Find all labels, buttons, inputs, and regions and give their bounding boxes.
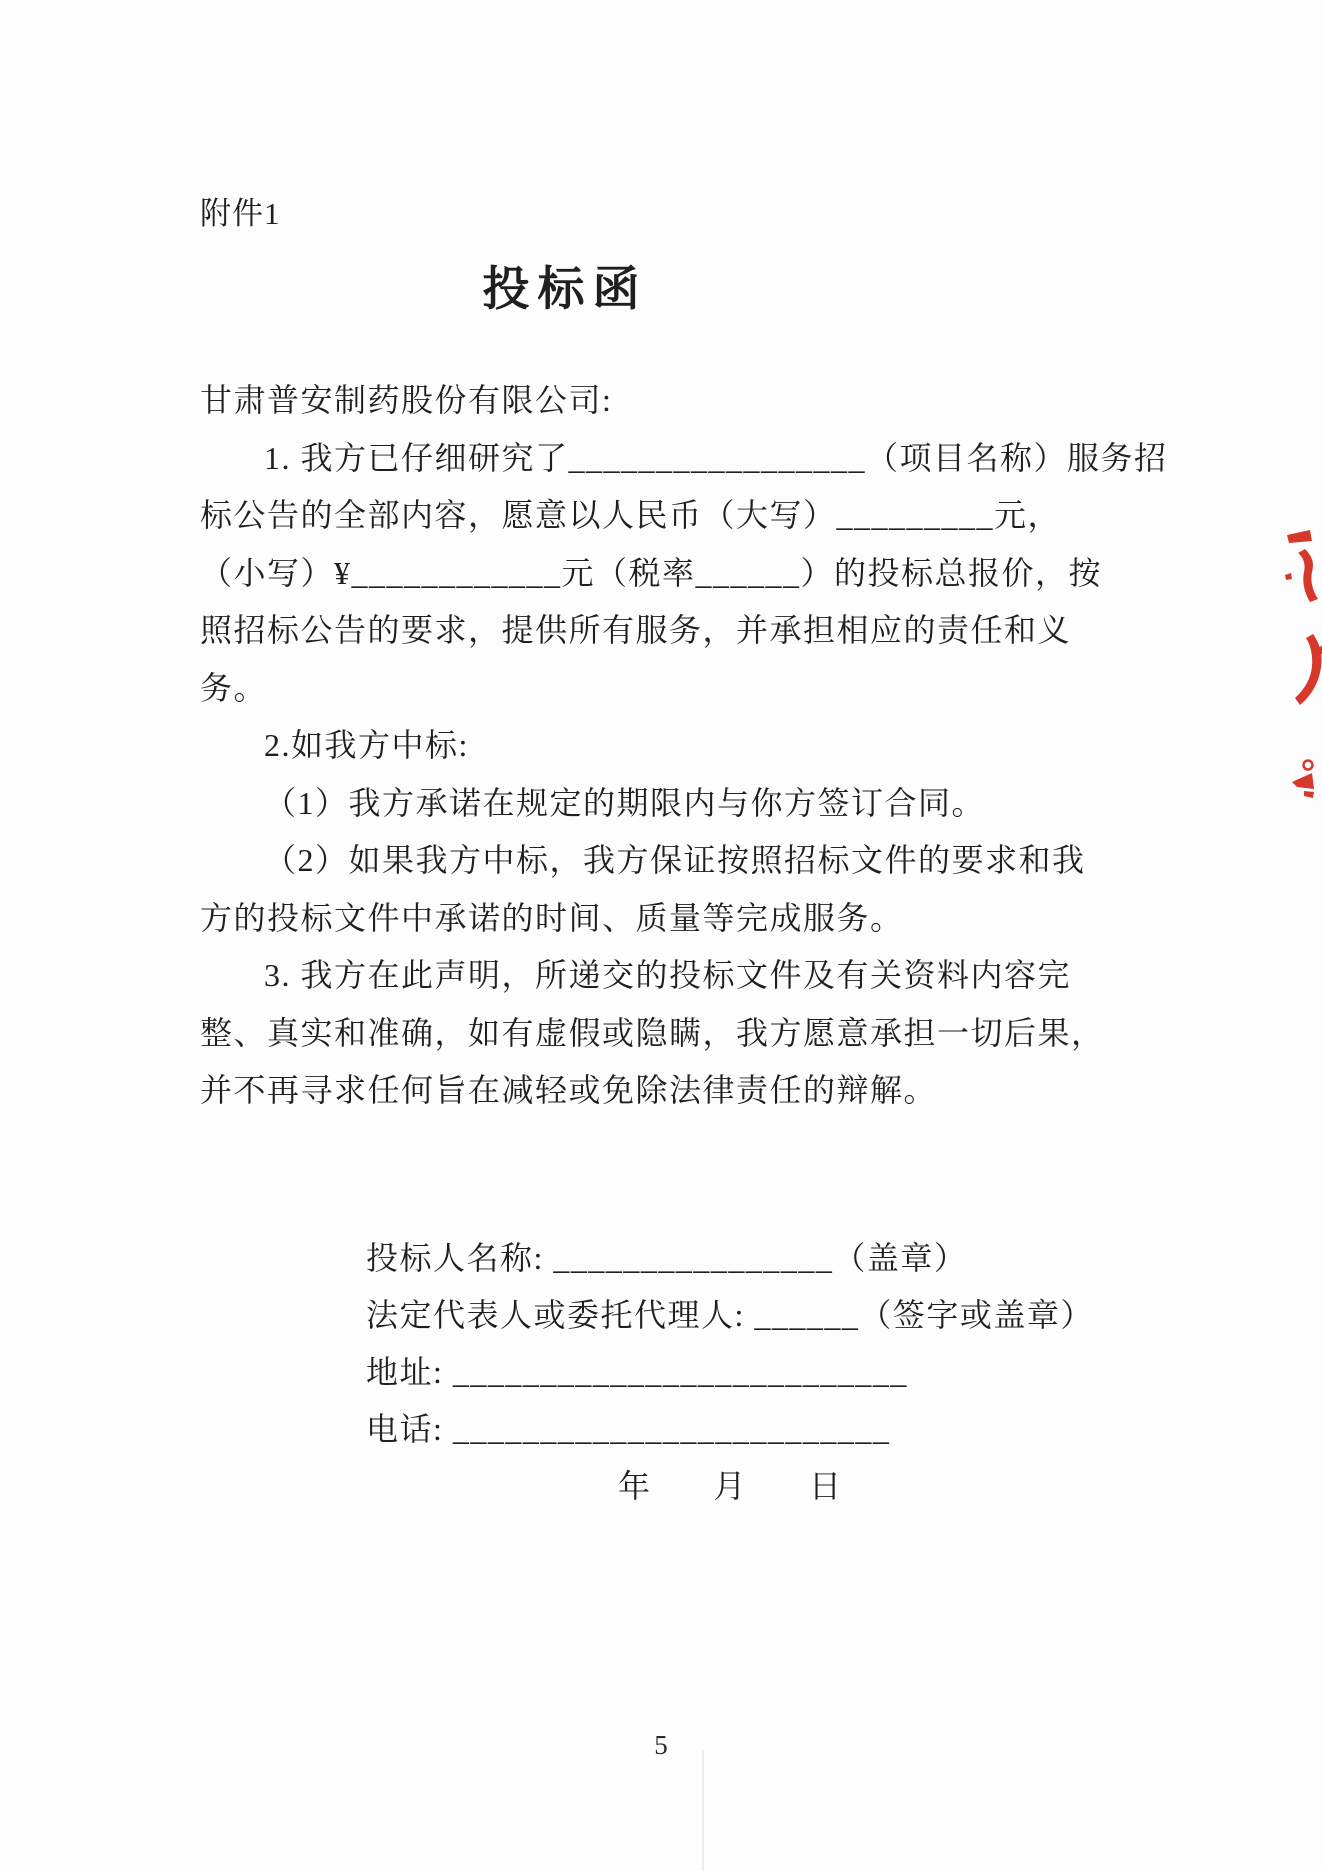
- date-line: [366, 1458, 1094, 1515]
- body-line: （1）我方承诺在规定的期限内与你方签订合同。: [264, 784, 986, 821]
- attachment-label: 附件1: [200, 196, 281, 231]
- body-line: 3. 我方在此声明，所递交的投标文件及有关资料内容完: [264, 957, 1072, 993]
- date-year: 年: [618, 1468, 652, 1504]
- signature-line: 投标人名称: ________________（盖章）: [366, 1240, 968, 1276]
- body-line: 照招标公告的要求，提供所有服务，并承担相应的责任和义: [200, 612, 1072, 648]
- red-seal-fragment: [1290, 758, 1316, 809]
- signature-block: [366, 1230, 1094, 1515]
- red-seal-fragment: [1292, 634, 1322, 711]
- body-line: 并不再寻求任何旨在减轻或免除法律责任的辩解。: [200, 1072, 938, 1108]
- signature-line: 地址: __________________________: [366, 1354, 908, 1390]
- body-line: （小写）¥____________元（税率______）的投标总报价，按: [200, 554, 1103, 591]
- signature-line: 法定代表人或委托代理人: ______（签字或盖章）: [366, 1297, 1094, 1333]
- body-line: 标公告的全部内容，愿意以人民币（大写）_________元，: [200, 497, 1062, 533]
- document-title: 投标函: [482, 264, 648, 316]
- recipient-line: 甘肃普安制药股份有限公司:: [200, 382, 613, 418]
- body-line: （2）如果我方中标，我方保证按照招标文件的要求和我: [264, 842, 1086, 878]
- scan-artifact-line: [702, 1750, 704, 1871]
- date-month: 月: [713, 1468, 748, 1504]
- body-line: 方的投标文件中承诺的时间、质量等完成服务。: [200, 899, 904, 936]
- body-line: 1. 我方已仔细研究了_________________（项目名称）服务招: [264, 439, 1168, 476]
- page-number: 5: [654, 1730, 668, 1760]
- body-lines: [200, 372, 1168, 1120]
- signature-line: 电话: _________________________: [366, 1411, 891, 1447]
- body-line: 整、真实和准确，如有虚假或隐瞒，我方愿意承担一切后果，: [200, 1014, 1105, 1051]
- date-day: 日: [809, 1468, 843, 1504]
- red-seal-fragment: [1284, 528, 1322, 611]
- body-line: 务。: [200, 669, 268, 706]
- body-line: 2.如我方中标:: [264, 727, 469, 763]
